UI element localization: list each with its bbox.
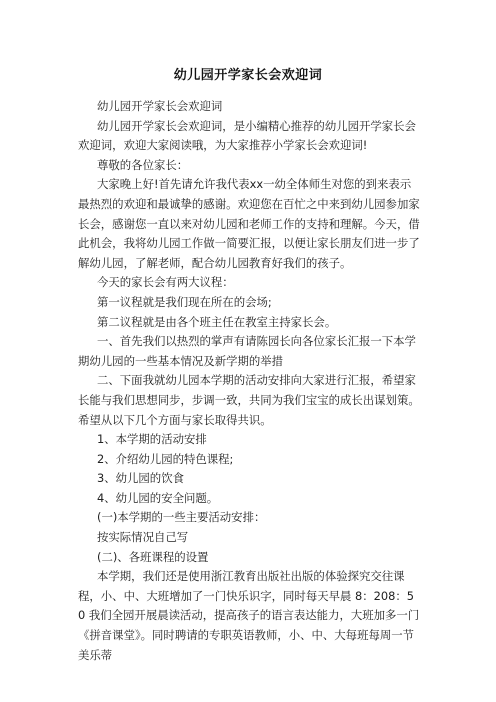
paragraph: 尊敬的各位家长：	[97, 157, 189, 172]
paragraph: 1、本学期的活动安排	[97, 432, 207, 447]
paragraph: 4、幼儿园的安全问题。	[97, 490, 219, 505]
paragraph: 一、首先我们以热烈的掌声有请陈园长向各位家长汇报一下本学期幼儿园的一些基本情况及新学期的举措	[78, 334, 416, 368]
paragraph: 大家晚上好!首先请允许我代表xx一幼全体师生对您的到来表示最热烈的欢迎和最诚挚的感谢。欢迎您在百忙之中来到幼儿园参加家长会，感谢您一直以来对幼儿园和老师工作的支持和理解。今天，借此机会，我将幼儿园工作做一简要汇报，以便让家长朋友们进一步了解幼儿园，了解老师，配合幼儿园教育好我们的孩子。	[78, 177, 420, 270]
paragraph: 第二议程就是由各个班主任在教室主持家长会。	[97, 314, 337, 329]
paragraph: 二、下面我就幼儿园本学期的活动安排向大家进行汇报，希望家长能与我们思想同步，步调一致，共同为我们宝宝的成长出谋划策。希望从以下几个方面与家长取得共识。	[78, 373, 420, 427]
paragraph: 幼儿园开学家长会欢迎词，是小编精心推荐的幼儿园开学家长会欢迎词，欢迎大家阅读哦，为大家推荐小学家长会欢迎词!	[78, 118, 416, 153]
paragraph: (二)、各班课程的设置	[97, 549, 209, 564]
paragraph: 第一议程就是我们现在所在的会场;	[97, 294, 272, 309]
paragraph: (一)本学期的一些主要活动安排：	[97, 510, 266, 525]
paragraph: 3、幼儿园的饮食	[97, 471, 184, 486]
paragraph: 按实际情况自己写	[97, 530, 189, 545]
paragraph: 幼儿园开学家长会欢迎词	[97, 99, 223, 113]
document-body	[78, 97, 420, 665]
paragraph: 今天的家长会有两大议程：	[97, 275, 234, 290]
paragraph: 2、介绍幼儿园的特色课程;	[97, 451, 234, 466]
document-title: 幼儿园开学家长会欢迎词	[173, 68, 323, 83]
paragraph: 本学期，我们还是使用浙江教育出版社出版的体验探究交往课程，小、中、大班增加了一门快乐识字，同时每天早晨 8：208：50 我们全园开展晨读活动，提高孩子的语言表达能力，大班加多一门《拼音课堂》。同时聘请的专职英语教师，小、中、大每班每周一节美乐蒂	[78, 569, 420, 662]
